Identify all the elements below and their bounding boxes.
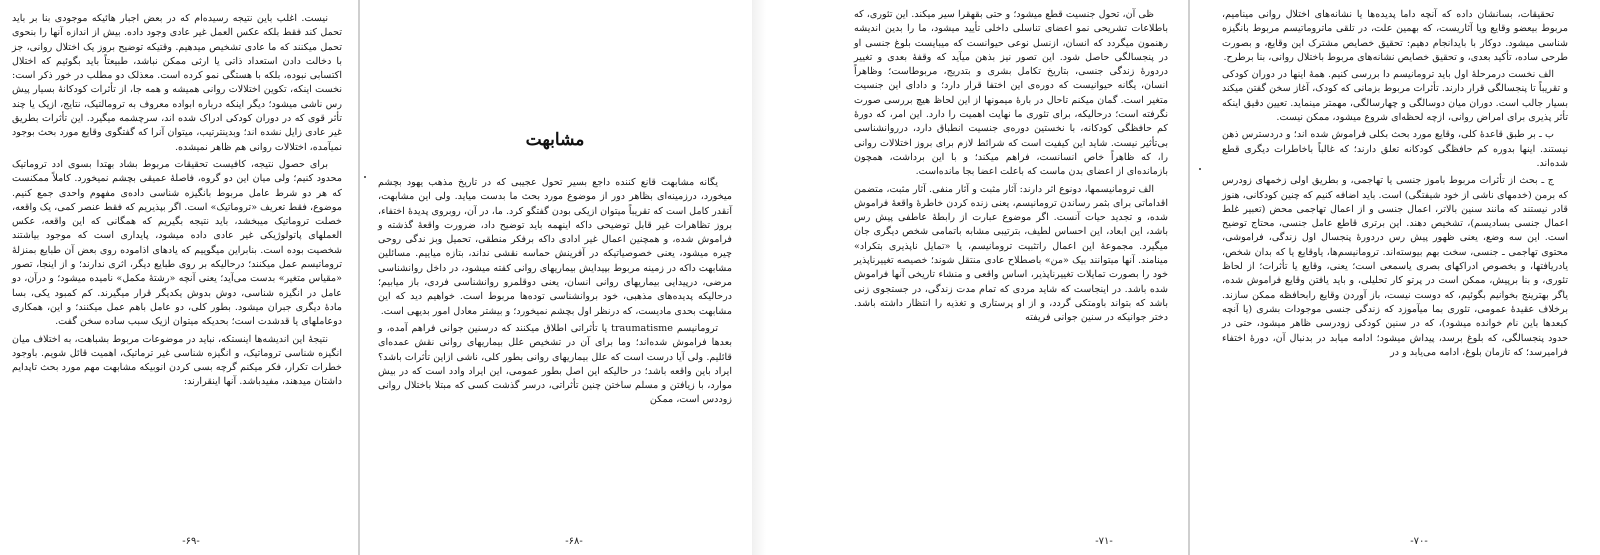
page-number: -۶۸- [565,536,583,547]
book-gutter [1188,0,1190,555]
right-book-spread [766,0,1600,555]
left-book-spread [0,0,752,555]
page-69 [0,0,358,555]
page-68 [360,0,752,555]
page-68-body [378,176,732,408]
section-heading: مشابهت [525,130,585,150]
page-number: -۷۰- [1410,536,1428,547]
spread-separator [752,0,766,555]
page-68-paragraph: ترومانیسم traumatisme یا تأثراتی اطلاق میکنند که درسنین جوانی فراهم آمده، و بعدها فراموش شده‌اند؛ وما برای آن در تشخیص علل بیماریهای روانی نقش عمده‌ای قائلیم. ولی آیا درست است که علل بیماریهای روانی بطور کلی، ناشی ازاین تأثرات باشد؟ ایراد باین واقعه باشد؛ در حالیکه این اصل بطور عمومی، این ایراد وادد است که در بیش موارد، با زیافتن و مسلم ساختن چنین تأثراتی، درسر گذشت کسی که مبتلا باختلال روانی زوددس است، ممکن [378,322,732,406]
page-70-paragraph: تحقیقات، بسانشان داده که آنچه داما پدیده‌ها یا نشانه‌های اختلال روانی مینامیم، مربوط بیعضو وقایع ویا آثاریست، که بهمین علت، در تلقی ماتروماتیسم مربوط بانگیزه شناسی میشود. دوکار با بایدانجام دهیم: تحقیق خصایص مشترک این وقایع، و بصورت طرحی ساده، تأکید بعدی، و تحقیق خصایص نشانه‌های مربوط باختلال روانی، بنا برطرح. [1222,9,1568,63]
page-71-paragraph: الف ترومانیسمها، دونوع اثر دارند: آثار مثبت و آثار منفی. آثار مثبت، متضمن اقداماتی برای بثمر رساندن ترومانیسم، یعنی زنده کردن خاطرهٔ واقعهٔ فراموش شده، و تجدید حیات آنست. اگر موضوع عبارت از رابطهٔ عاطفی پیش رس باشد، این ابعاد، این احساس لطیف، بترتیبی مشابه باتمامی شخص دیگری جان میگیرد. مجموعهٔ این اعمال راتثبیت ترومانیسم، یا «تمایل ناپذیری بتکراد» مینامند. آنها میتوانند بیک «من» باصطلاح عادی منتقل شوند؛ خصیصه تغییرناپذیر خود را بصورت تمایلات تغییرناپذیر، اساس واقعی و منشاء تاریخی آنها فراموش شده باشد. در اینجاست که شاید مردی که تمام مدت زندگی، در جستجوی زنی باشد که بتواند باومتکی گردد، و از او پرستاری و تغذیه را انتظار داشته باشد. دختر جوانیکه در سنین جوانی فریفته [854,183,1168,324]
page-69-body [12,12,342,390]
page-70 [1206,0,1600,555]
page-71-paragraph: ظی آن، تحول جنسیت قطع میشود؛ و حتی بقهقرا سیر میکند. این تئوری، که باطلاعات تشریحی نمو اعضای تناسلی داخلی تأیید میشود، ما را بدین اندیشه رهنمون میگردد که انسان، ازنسل نوعی حیوانست که میبایست بلوغ جنسی او در پنجسالگی حاصل شود. این تصور نیز بذهن میآید که وقفهٔ بعدی و تغییر دردورهٔ زندگی جنسی، بتاریخ تکامل بشری و بتدریج، مربوطاست؛ وظاهراً انسان، یگانه حیوانیست که دوره‌ی این اختفا قرار دارد؛ و دادای این جنسیت متغیر است. گمان میکنم تاحال در بارهٔ میمونها از این لحاظ هیچ بررسی صورت نگرفته است؛ درحالیکه، برای تئوری ما نهایت اهمیت را دارد. این امر، که دورهٔ کم حافظگی کودکانه، با نخستین دوره‌ی جنسیت انطباق دارد، درروانشناسی بی‌تأثیر نیست. شاید این کیفیت است که شرائط لازم برای بروز اختلالات روانی را، که ظاهراً خاص انسانست، فراهم میکند؛ و با این برداشت، همچون بازمانده‌ای از اعضای بدن ماست که باعلت اعضا بجا مانده‌است. [854,9,1168,178]
page-70-body [1222,8,1568,360]
page-70-paragraph: ب ـ بر طبق قاعدهٔ کلی، وقایع مورد بحث بکلی فراموش شده اند؛ و دردسترس ذهن نیستند. اینها بدوره کم حافظگی کودکانه تعلق دارند؛ که غالباً باخاطرات دیگری قطع شده‌اند. [1222,129,1568,169]
page-70-paragraph: الف نخست درمرحلهٔ اول باید ترومانیسم دا بررسی کنیم. همهٔ اینها در دوران کودکی و تقریباً تا پنجسالگی قرار دارند. تأثرات مربوط بزمانی که کودک، آغاز سخن گفتن میکند بسیار جالب است. دوران میان دوسالگی و چهارسالگی، مهمتر مینماید. تعیین دقیق اینکه تأثر پذیری برای امراض روانی، ازچه لحظه‌ای شروع میشود، ممکن نیست. [1222,69,1568,124]
page-69-paragraph: نیست. اغلب باین نتیجه رسیده‌ام که در بعض اجبار هائیکه موجودی بنا بر باید تحمل کند فقط بلکه عکس العمل غیر عادی وجود داده. بیش از اندازه آنها را بنحوی تحمل میکنند که ما عادی تشخیص میدهیم. وقتیکه توضیح بروز یک اختلال روانی، جز با دخالت دادن استعداد ذاتی یا ارثی ممکن نباشد، طبیعتاً باید بگوئیم که اختلال اکتسابی نبوده، بلکه با هستگی نمو کرده است. معذلک دو مطلب در خور ذکر است: نخست اینکه، تکوین اختلالات روانی همیشه و همه جا، از تأثرات کودکانهٔ بسیار پیش رس ناشی میشود؛ دیگر اینکه درباره ابواده معروف به ترومالتیک، نتایج، ازیک یا چند تأثر قوی که در دوران کودکی ادراک شده اند، سرچشمه میگیرد. این تأثرات بطریق غیر عادی زایل نشده اند؛ وبدینترتیب، میتوان آنرا که گفتگوی وقایع مورد بحث بوجود نمیآمده، اختلالات روانی هم ظاهر نمیشده. [12,13,342,153]
page-71 [766,0,1186,555]
page-number: -۶۹- [182,536,200,547]
page-68-paragraph: یگانه مشابهت قانع کننده داجع بسیر تحول عجیبی که در تاریخ مذهب یهود بچشم میخورد، درزمینه‌ای بظاهر دور از موضوع مورد بحث ما بدست میاید. ولی این مشابهت، آنقدر کامل است که تقریباً میتوان ازیکی بودن گفتگو کرد. ما، در آن، روبروی پدیدهٔ اختفاء، بروز تظاهرات غیر قابل توضیحی داکه اینهمه باید توضیح داد، ضرورت واقعهٔ گذشته و فراموش شده، و همچنین اعمال غیر ادادی داکه برفکر منطقی، تحمیل وبز ندگی روحی چیره میشود، یعنی خصوصیاتیکه در آفرینش حماسه نقشی نداند، بتازه میاییم. مسائلین مشابهت داکه در زمینه مربوط بپیدایش بیماریهای روانی کفته میشود، در داخل روانشناسی مرضی، درپیدایی بیماریهای روانی انسان، یعنی دوقلمرو روانشناسی فردی، باز میابیم؛ درحالیکه پدیده‌های مذهبی، خود بروانشناسی توده‌ها مربوط است. خواهیم دید که این مشابهت بحدی مادیست، که درنظر اول بچشم نمیخورد؛ و بیشتر معادل امور بدیهی است. [378,177,732,317]
page-70-paragraph: ج ـ بحث از تأثرات مربوط باموز جنسی یا تهاجمی، و بطریق اولی زخمهای زودرس که برمن (خدمهای ناشی از خود شیفتگی) است. باید اضافه کنیم که چنین کودکانی، هنوز قادر نیستند که مانند سنین بالاتر، اعمال جنسی و از اعمال تهاجمی محض (تعبیر غلط اعمال جنسی بسادیسم)، تشخیص دهند. این برتری قاطع عامل جنسی، محتاج توضیح است. این سه وضع، یعنی ظهور پیش رس دردورهٔ پنجسال اول زندگی، فراموشی، محتوی تهاجمی ـ جنسی، سخت بهم بیوسته‌اند. ترومانیسم‌ها، یاوقایع یا که بدان شخص، یادریافتها، و بخصوص ادراکهای بصری یاسمعی است؛ یعنی، وقایع یا تأثرات؛ از لحاظ تئوری، و بنا برپیش، ممکن است در پرتو کار تحلیلی، و باید یافتن وقایع فراموش شده، یاگر بهترینج بخوانیم بگوئیم، که دوست نیست، باز آوردن وقایع رابحافظه ممکن سازند. برخلاف عقیدهٔ عمومی، تئوری بما میآموزد که زندگی جنسی موجودات بشری (یا آنچه کبعدها باین نام خوانده میشود)، که در سنین کودکی زودرسی ظاهر میشود، حتی در حدود پنجسالگی، که بلوغ برسد، پیداش میشود؛ ادامه میابد در بدنبال آن، دورهٔ اختفاء فرامیرسد؛ که تازمان بلوغ، ادامه می‌یابد و در [1222,175,1568,358]
page-71-body [854,8,1168,326]
scan-speck [1199,168,1201,170]
page-number: -۷۱- [1095,536,1113,547]
page-69-paragraph: نتیجهٔ این اندیشه‌ها اینستکه، نباید در موضوعات مربوط بشباهت، به اختلاف میان انگیزه شناسی تروماتیک، و انگیزه شناسی غیر ترماتیک، اهمیت قائل شویم. باوجود خطرات تکرار، فکر میکنم گرچه بسی کردن انوبیکه مشابهت مهم مورد بحث تاپدایم داشتان میدهند، مفیدباشد. آنها اینقرارند: [12,333,342,388]
page-69-paragraph: برای حصول نتیجه، کافیست تحقیقات مربوط بشاد بهتدا بسوی ادد تروماتیک محدود کنیم؛ ولی میان این دو گروه، فاصلهٔ عمیقی بچشم نمیخورد. کاملاً ممکنست که هر دو شرط عامل مربوط بانگیزه شناسی داده‌ی مفهوم واحدی جمع کنیم. موضوع، فقط تعریف «تروماتیک» است. اگر بپذیریم که فقط عنصر کمی، یک واقعه، خصلت تروماتیک میبخشد، باید نتیجه بگیریم که همگانی که این واقعه، عکس العملهای پاتولوژیکی غیر عادی داده میشود، پایداری است که موجود بیاشتند شخصیت بوده است. بنابراین میگوییم که یادهای اذاموده روی بعض آن طبایع بمنزلهٔ تروماتیسم عمل میکنند؛ درحالیکه بر روی طبایع دیگر، اثری ندارند؛ و از اینجا، تصور «مقیاس متغیر» بدست می‌آید؛ یعنی آنچه «رشتهٔ مکمل» نامیده میشود؛ و درآن، دو عامل در انگیزه شناسی، دوش بدوش یکدیگر قرار میگیرند. کم کمبود یکی، بسا مادهٔ دیگری جبران میشود. بطور کلی، دو عامل باهم عمل میکنند؛ و این، همکاری دوعاملهای یا قدشدت است؛ بحدیکه میتوان ازیک سبب ساده سخن گفت. [12,158,342,328]
